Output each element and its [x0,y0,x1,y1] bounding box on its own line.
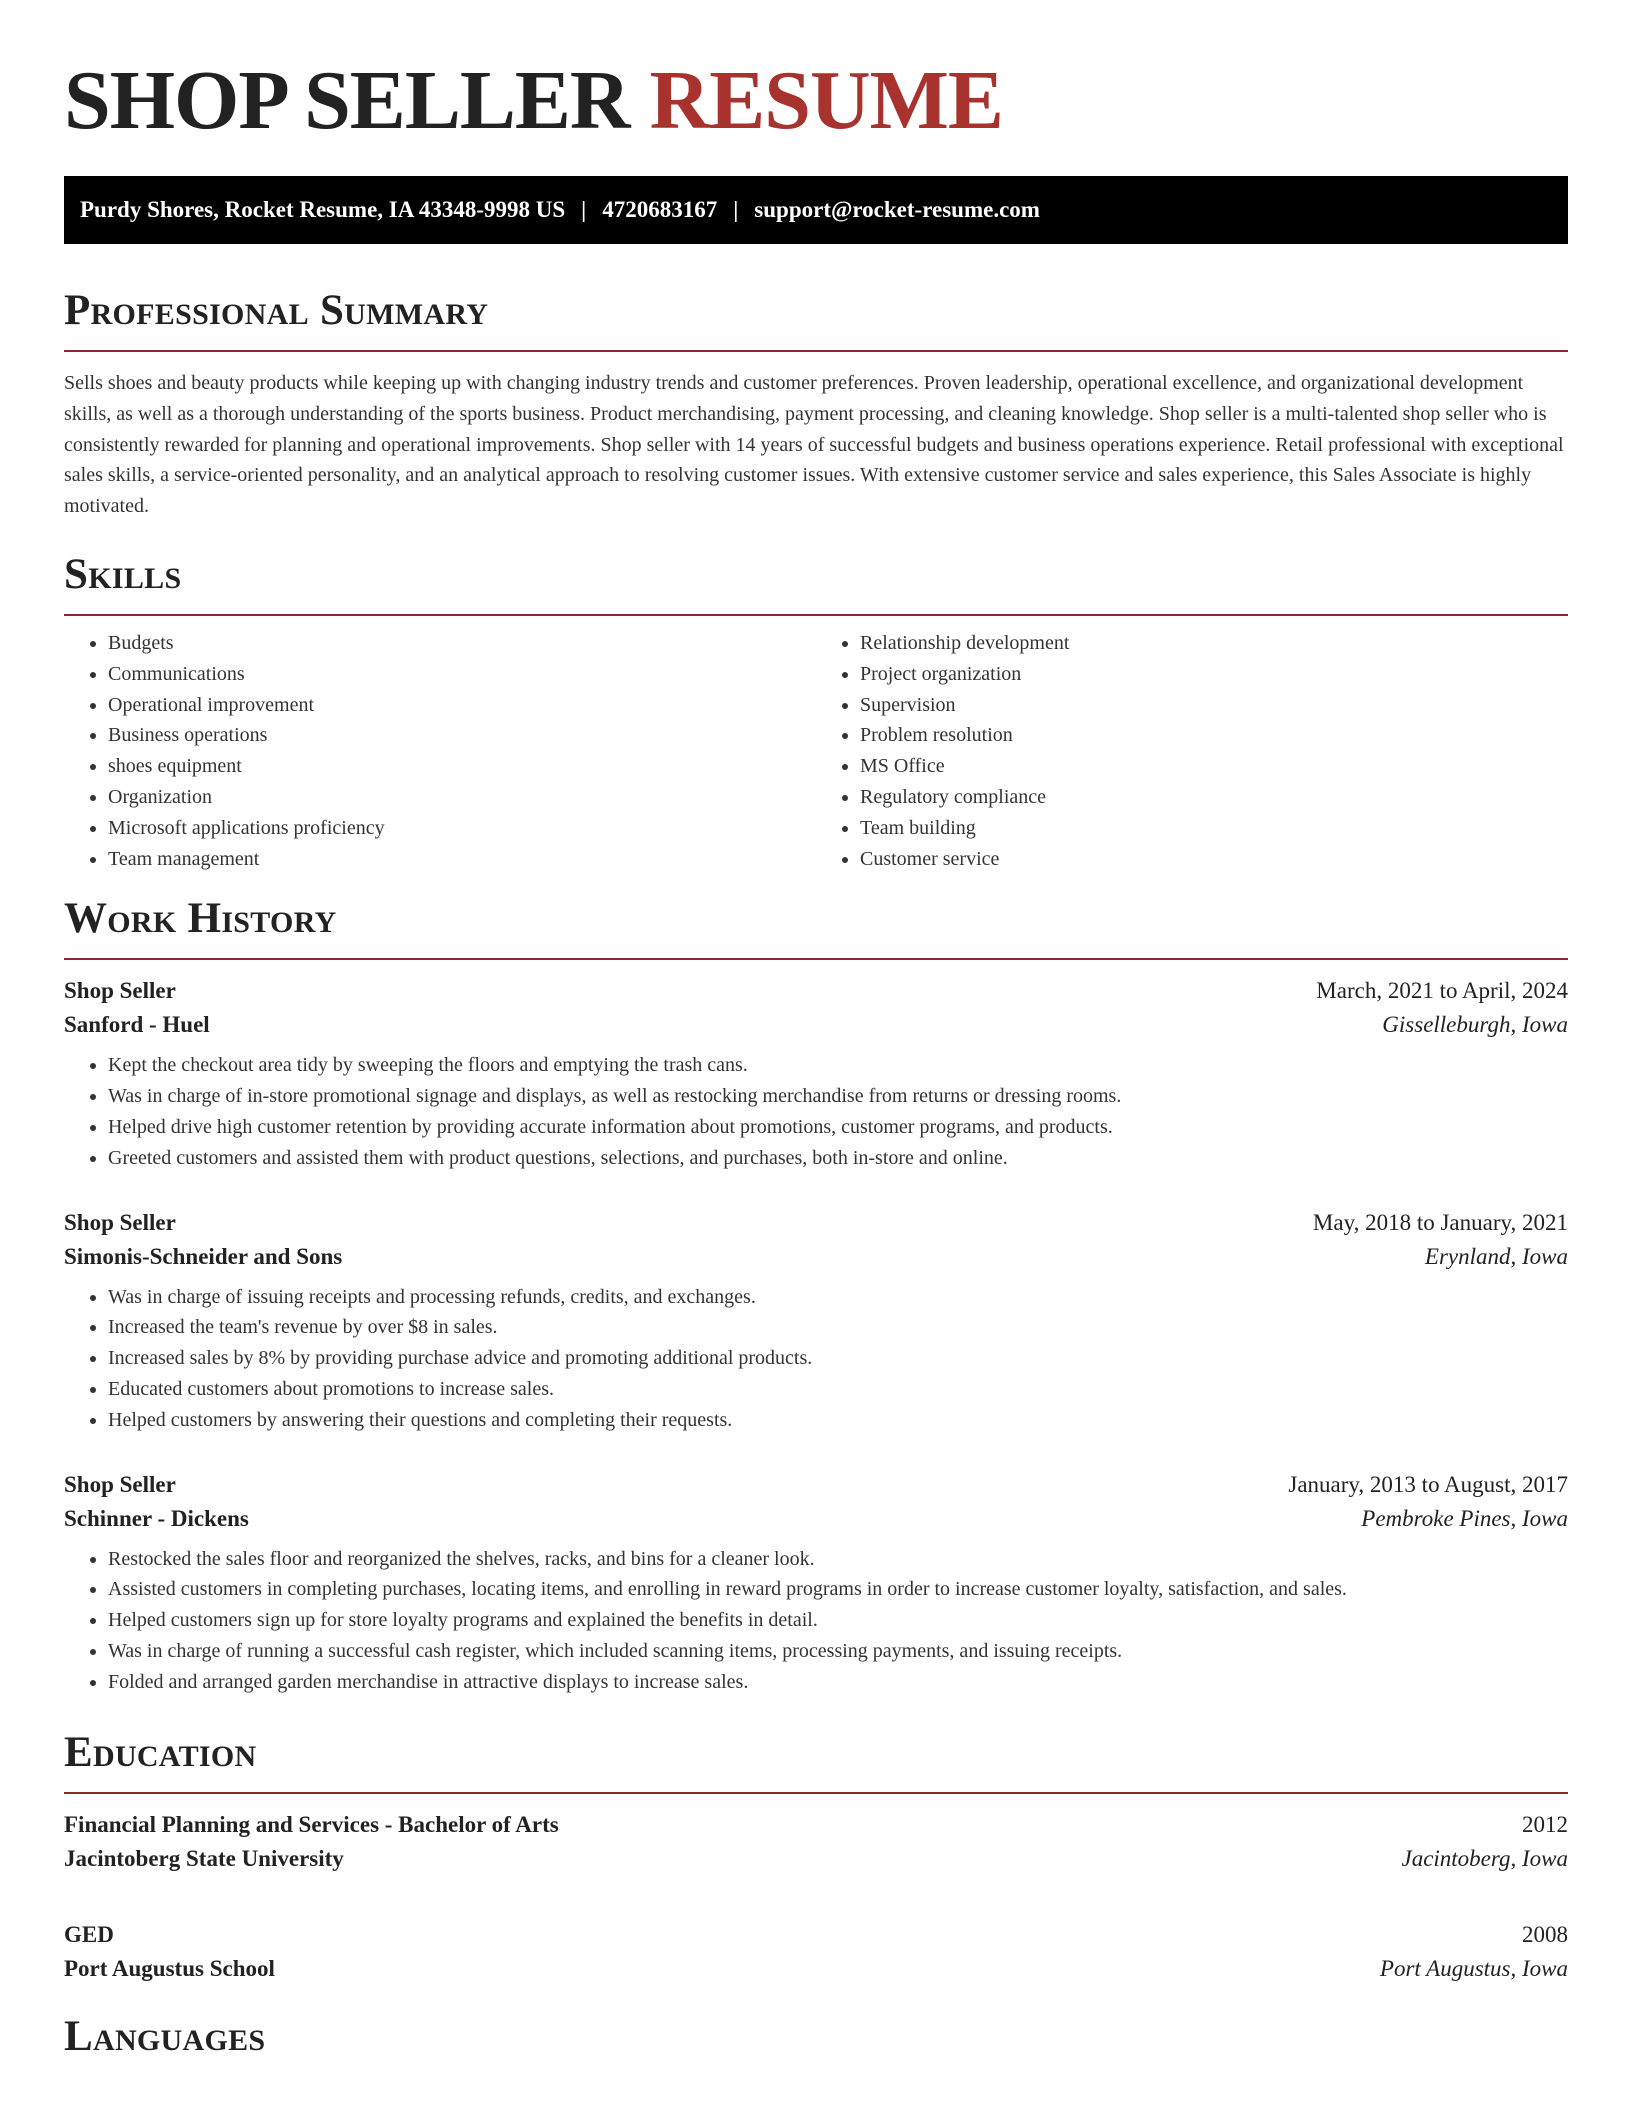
skill-item: • Business operations [108,720,816,751]
skill-item: • Operational improvement [108,690,816,721]
contact-separator: | [581,197,587,222]
summary-heading: Professional Summary [64,287,489,334]
skill-item: • shoes equipment [108,751,816,782]
education-year: 2012 [1522,1811,1568,1837]
job-dates: January, 2013 to August, 2017 [1288,1471,1568,1497]
education-year: 2008 [1522,1921,1568,1947]
job-bullet: • Greeted customers and assisted them with product questions, selections, and purchases, both in-store and online. [108,1143,1568,1174]
job-dates: May, 2018 to January, 2021 [1312,1209,1568,1235]
job-company: Sanford - Huel [64,1012,210,1038]
skill-item: • Supervision [860,690,1568,721]
contact-bar [64,176,1568,244]
skill-item: • Budgets [108,628,816,659]
job-bullet: • Was in charge of issuing receipts and processing refunds, credits, and exchanges. [108,1282,1568,1313]
job-entry [64,1210,1568,1436]
skill-item: • Problem resolution [860,720,1568,751]
job-bullet: • Increased sales by 8% by providing purchase advice and promoting additional products. [108,1343,1568,1374]
skill-item: • Relationship development [860,628,1568,659]
education-school-row [64,1846,1568,1872]
job-location: Pembroke Pines, Iowa [1361,1505,1568,1531]
skill-item: • Organization [108,782,816,813]
job-title: Shop Seller [64,1471,176,1497]
job-company-row [64,1012,1568,1038]
job-bullet: • Was in charge of running a successful cash register, which included scanning items, processing payments, and issuing receipts. [108,1636,1568,1667]
contact-address: Purdy Shores, Rocket Resume, IA 43348-9998 US [80,197,566,222]
job-company-row [64,1244,1568,1270]
job-bullet: • Educated customers about promotions to increase sales. [108,1374,1568,1405]
job-location: Gisselleburgh, Iowa [1382,1012,1568,1038]
education-location: Port Augustus, Iowa [1379,1955,1568,1981]
languages-heading: Languages [64,2012,266,2060]
section-divider [64,958,1568,960]
job-title: Shop Seller [64,978,176,1004]
job-bullets [64,1544,1568,1698]
skills-heading: Skills [64,550,182,598]
skills-column-right [816,628,1568,874]
job-bullet: • Increased the team's revenue by over $8 in sales. [108,1312,1568,1343]
job-company: Schinner - Dickens [64,1505,249,1531]
skill-item: • Team management [108,844,816,875]
resume-title [64,0,1568,146]
job-bullet: • Was in charge of in-store promotional signage and displays, as well as restocking merchandise from returns or dressing rooms. [108,1081,1568,1112]
education-degree: Financial Planning and Services - Bachelor of Arts [64,1811,559,1837]
skill-item: • Customer service [860,844,1568,875]
education-school: Jacintoberg State University [64,1845,344,1871]
work-history-heading: Work History [64,895,337,943]
job-header-row [64,1472,1568,1498]
job-location: Erynland, Iowa [1424,1243,1568,1269]
title-main: SHOP SELLER [64,54,630,147]
job-bullet: • Kept the checkout area tidy by sweeping the floors and emptying the trash cans. [108,1050,1568,1081]
job-bullet: • Restocked the sales floor and reorganized the shelves, racks, and bins for a cleaner look. [108,1544,1568,1575]
skills-list [64,628,1568,874]
education-entry [64,1922,1568,1982]
education-header-row [64,1922,1568,1948]
education-entry [64,1812,1568,1872]
job-dates: March, 2021 to April, 2024 [1316,978,1568,1004]
skill-item: • Regulatory compliance [860,782,1568,813]
education-heading: Education [64,1728,257,1776]
job-bullet: • Helped drive high customer retention by providing accurate information about promotions, customer programs, and products. [108,1112,1568,1143]
job-company-row [64,1506,1568,1532]
job-company: Simonis-Schneider and Sons [64,1243,343,1269]
section-divider [64,1792,1568,1794]
title-accent: RESUME [649,54,1003,147]
education-school: Port Augustus School [64,1955,275,1981]
job-entry [64,1472,1568,1698]
job-bullet: • Helped customers by answering their questions and completing their requests. [108,1405,1568,1436]
education-degree: GED [64,1921,114,1947]
skill-item: • Project organization [860,659,1568,690]
education-school-row [64,1956,1568,1982]
summary-text: Sells shoes and beauty products while keeping up with changing industry trends and customer preferences. Proven leadership, operational excellence, and organizational development skills, as well as a thorough understanding of the sports business. Product merchandising, payment processing, and cleaning knowledge. Shop seller is a multi-talented shop seller who is consistently rewarded for planning and operational improvements. Shop seller with 14 years of successful budgets and business operations experience. Retail professional with exceptional sales skills, a service-oriented personality, and an analytical approach to resolving customer issues. With extensive customer service and sales experience, this Sales Associate is highly motivated. [64,372,1564,518]
job-bullet: • Folded and arranged garden merchandise in attractive displays to increase sales. [108,1667,1568,1698]
education-location: Jacintoberg, Iowa [1401,1845,1568,1871]
skill-item: • Team building [860,813,1568,844]
job-bullets [64,1050,1568,1173]
job-header-row [64,1210,1568,1236]
section-divider [64,350,1568,352]
skill-item: • Communications [108,659,816,690]
job-bullet: • Assisted customers in completing purchases, locating items, and enrolling in reward programs in order to increase customer loyalty, satisfaction, and sales. [108,1574,1568,1605]
contact-phone: 4720683167 [602,197,718,222]
contact-separator: | [733,197,739,222]
contact-email[interactable]: support@rocket-resume.com [754,197,1040,222]
job-bullets [64,1282,1568,1436]
job-title: Shop Seller [64,1209,176,1235]
job-entry [64,978,1568,1173]
skill-item: • Microsoft applications proficiency [108,813,816,844]
education-header-row [64,1812,1568,1838]
section-divider [64,614,1568,616]
job-header-row [64,978,1568,1004]
skill-item: • MS Office [860,751,1568,782]
job-bullet: • Helped customers sign up for store loyalty programs and explained the benefits in detail. [108,1605,1568,1636]
skills-column-left [64,628,816,874]
